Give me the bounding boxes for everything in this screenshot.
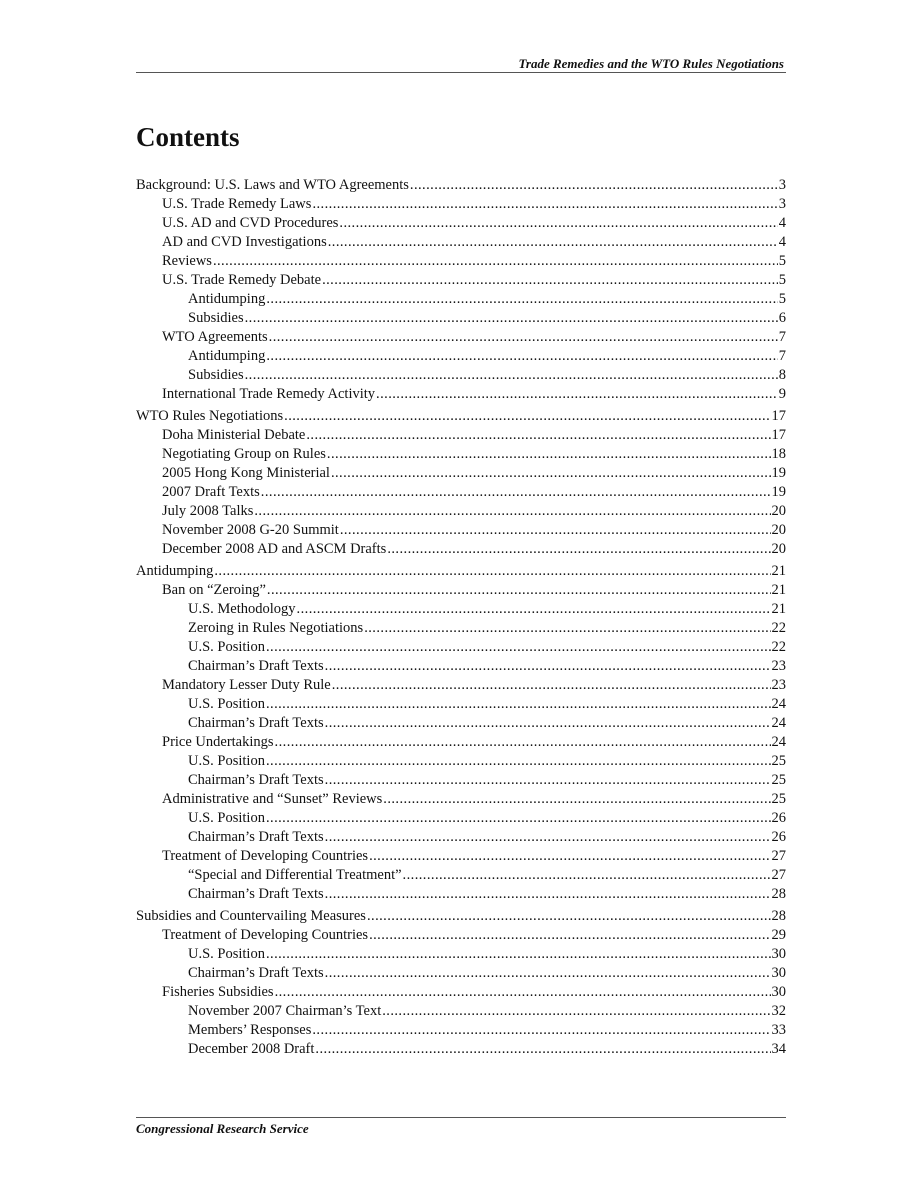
toc-entry[interactable]	[136, 581, 786, 600]
dot-leader	[325, 714, 771, 733]
footer-rule	[136, 1117, 786, 1118]
dot-leader	[312, 195, 777, 214]
dot-leader	[340, 521, 771, 540]
toc-entry[interactable]	[136, 290, 786, 309]
toc-entry-title: U.S. Position	[188, 639, 265, 655]
toc-entry-title: U.S. Position	[188, 810, 265, 826]
toc-entry-title: 2005 Hong Kong Ministerial	[162, 465, 330, 481]
dot-leader	[254, 502, 770, 521]
toc-entry[interactable]	[136, 328, 786, 347]
toc-entry[interactable]	[136, 347, 786, 366]
toc-entry-page-number: 5	[778, 253, 786, 269]
toc-entry-title: Negotiating Group on Rules	[162, 446, 326, 462]
toc-entry-page-number: 19	[771, 465, 786, 481]
toc-entry-title: Fisheries Subsidies	[162, 984, 274, 1000]
toc-entry-page-number: 17	[771, 408, 786, 424]
toc-entry-page-number: 33	[771, 1022, 786, 1038]
toc-entry-title: Mandatory Lesser Duty Rule	[162, 677, 331, 693]
toc-entry[interactable]	[136, 483, 786, 502]
dot-leader	[214, 562, 770, 581]
toc-entry-title: December 2008 AD and ASCM Drafts	[162, 541, 387, 557]
toc-entry-title: U.S. Trade Remedy Debate	[162, 272, 322, 288]
page-title: Contents	[136, 122, 240, 152]
dot-leader	[325, 964, 771, 983]
toc-entry[interactable]	[136, 540, 786, 559]
toc-entry-page-number: 20	[771, 541, 786, 557]
toc-entry-title: WTO Rules Negotiations	[136, 408, 284, 424]
toc-entry[interactable]	[136, 214, 786, 233]
toc-entry-title: Treatment of Developing Countries	[162, 848, 369, 864]
toc-entry-page-number: 28	[771, 886, 786, 902]
toc-entry-page-number: 34	[771, 1041, 786, 1057]
dot-leader	[266, 695, 771, 714]
dot-leader	[332, 676, 771, 695]
running-footer: Congressional Research Service	[136, 1121, 309, 1136]
toc-entry-page-number: 20	[771, 522, 786, 538]
toc-entry-page-number: 7	[778, 348, 786, 364]
toc-entry-page-number: 22	[771, 639, 786, 655]
toc-entry-title: Members’ Responses	[188, 1022, 312, 1038]
toc-entry-title: 2007 Draft Texts	[162, 484, 260, 500]
dot-leader	[266, 809, 771, 828]
toc-entry[interactable]	[136, 521, 786, 540]
toc-entry[interactable]	[136, 195, 786, 214]
dot-leader	[245, 366, 778, 385]
toc-entry-title: Subsidies	[188, 310, 244, 326]
dot-leader	[322, 271, 778, 290]
toc-entry[interactable]	[136, 385, 786, 404]
toc-entry[interactable]	[136, 733, 786, 752]
dot-leader	[382, 1002, 770, 1021]
toc-entry-page-number: 24	[771, 734, 786, 750]
toc-entry[interactable]	[136, 885, 786, 904]
dot-leader	[410, 176, 778, 195]
toc-entry-page-number: 27	[771, 867, 786, 883]
toc-entry-title: December 2008 Draft	[188, 1041, 315, 1057]
toc-entry[interactable]	[136, 638, 786, 657]
dot-leader	[266, 638, 771, 657]
toc-entry-page-number: 21	[771, 582, 786, 598]
dot-leader	[387, 540, 770, 559]
toc-entry-title: U.S. Position	[188, 753, 265, 769]
toc-entry[interactable]	[136, 619, 786, 638]
toc-entry[interactable]	[136, 964, 786, 983]
toc-entry[interactable]	[136, 907, 786, 926]
toc-entry[interactable]	[136, 407, 786, 426]
toc-entry-title: Chairman’s Draft Texts	[188, 658, 324, 674]
toc-entry-title: U.S. Methodology	[188, 601, 296, 617]
toc-entry-page-number: 17	[771, 427, 786, 443]
toc-entry-title: July 2008 Talks	[162, 503, 254, 519]
toc-entry-page-number: 21	[771, 563, 786, 579]
toc-entry-title: Doha Ministerial Debate	[162, 427, 306, 443]
toc-entry-page-number: 6	[778, 310, 786, 326]
toc-entry[interactable]	[136, 771, 786, 790]
dot-leader	[403, 866, 771, 885]
dot-leader	[266, 945, 771, 964]
toc-entry[interactable]	[136, 464, 786, 483]
dot-leader	[331, 464, 771, 483]
toc-entry[interactable]	[136, 271, 786, 290]
table-of-contents	[136, 176, 786, 1059]
toc-entry-page-number: 23	[771, 658, 786, 674]
toc-entry-title: Subsidies	[188, 367, 244, 383]
toc-entry-page-number: 22	[771, 620, 786, 636]
toc-entry-page-number: 26	[771, 829, 786, 845]
toc-entry[interactable]	[136, 445, 786, 464]
toc-entry[interactable]	[136, 502, 786, 521]
dot-leader	[266, 347, 777, 366]
toc-entry-page-number: 24	[771, 715, 786, 731]
dot-leader	[325, 885, 771, 904]
toc-entry-page-number: 26	[771, 810, 786, 826]
toc-entry[interactable]	[136, 600, 786, 619]
toc-entry-page-number: 4	[778, 234, 786, 250]
toc-entry[interactable]	[136, 366, 786, 385]
dot-leader	[261, 483, 771, 502]
toc-entry[interactable]	[136, 809, 786, 828]
toc-entry-title: Chairman’s Draft Texts	[188, 715, 324, 731]
dot-leader	[266, 290, 777, 309]
dot-leader	[325, 828, 771, 847]
toc-entry[interactable]	[136, 309, 786, 328]
dot-leader	[339, 214, 777, 233]
dot-leader	[327, 445, 771, 464]
dot-leader	[213, 252, 778, 271]
toc-entry[interactable]	[136, 562, 786, 581]
toc-entry-title: U.S. Position	[188, 946, 265, 962]
dot-leader	[383, 790, 770, 809]
toc-entry[interactable]	[136, 176, 786, 195]
toc-entry-page-number: 28	[771, 908, 786, 924]
toc-entry-title: Antidumping	[188, 348, 266, 364]
dot-leader	[328, 233, 778, 252]
dot-leader	[306, 426, 770, 445]
toc-entry-page-number: 25	[771, 791, 786, 807]
toc-entry[interactable]	[136, 233, 786, 252]
toc-entry-title: U.S. Position	[188, 696, 265, 712]
toc-entry-title: Ban on “Zeroing”	[162, 582, 266, 598]
toc-entry-page-number: 3	[778, 196, 786, 212]
toc-entry-page-number: 23	[771, 677, 786, 693]
toc-entry[interactable]	[136, 983, 786, 1002]
toc-entry-page-number: 18	[771, 446, 786, 462]
dot-leader	[312, 1021, 770, 1040]
toc-entry-title: Zeroing in Rules Negotiations	[188, 620, 364, 636]
toc-entry-page-number: 5	[778, 291, 786, 307]
dot-leader	[376, 385, 778, 404]
dot-leader	[367, 907, 771, 926]
toc-entry-title: Chairman’s Draft Texts	[188, 965, 324, 981]
toc-entry-title: Subsidies and Countervailing Measures	[136, 908, 366, 924]
toc-entry[interactable]	[136, 426, 786, 445]
toc-entry-title: WTO Agreements	[162, 329, 268, 345]
toc-entry-title: U.S. Trade Remedy Laws	[162, 196, 312, 212]
toc-entry-page-number: 30	[771, 946, 786, 962]
toc-entry-title: November 2008 G-20 Summit	[162, 522, 339, 538]
toc-entry[interactable]	[136, 657, 786, 676]
toc-entry[interactable]	[136, 676, 786, 695]
dot-leader	[369, 926, 770, 945]
toc-entry-title: Antidumping	[188, 291, 266, 307]
toc-entry-page-number: 8	[778, 367, 786, 383]
dot-leader	[297, 600, 771, 619]
toc-entry-page-number: 32	[771, 1003, 786, 1019]
dot-leader	[364, 619, 770, 638]
dot-leader	[325, 657, 771, 676]
toc-entry[interactable]	[136, 752, 786, 771]
toc-entry-title: Treatment of Developing Countries	[162, 927, 369, 943]
toc-entry[interactable]	[136, 714, 786, 733]
toc-entry[interactable]	[136, 695, 786, 714]
toc-entry-title: Chairman’s Draft Texts	[188, 829, 324, 845]
dot-leader	[325, 771, 771, 790]
toc-entry-page-number: 3	[778, 177, 786, 193]
toc-entry[interactable]	[136, 1021, 786, 1040]
toc-entry[interactable]	[136, 866, 786, 885]
toc-entry-page-number: 29	[771, 927, 786, 943]
toc-entry-page-number: 30	[771, 965, 786, 981]
toc-entry-page-number: 25	[771, 772, 786, 788]
dot-leader	[284, 407, 770, 426]
toc-entry-title: “Special and Differential Treatment”	[188, 867, 402, 883]
toc-entry-title: Chairman’s Draft Texts	[188, 772, 324, 788]
toc-entry-title: AD and CVD Investigations	[162, 234, 327, 250]
running-header: Trade Remedies and the WTO Rules Negotiations	[518, 56, 784, 71]
toc-entry-page-number: 4	[778, 215, 786, 231]
dot-leader	[315, 1040, 770, 1059]
header-rule	[136, 72, 786, 73]
dot-leader	[275, 733, 771, 752]
toc-entry-title: Background: U.S. Laws and WTO Agreements	[136, 177, 409, 193]
toc-entry-title: Reviews	[162, 253, 212, 269]
toc-entry-page-number: 21	[771, 601, 786, 617]
toc-entry[interactable]	[136, 926, 786, 945]
toc-entry-page-number: 25	[771, 753, 786, 769]
toc-entry-title: Price Undertakings	[162, 734, 274, 750]
toc-entry[interactable]	[136, 790, 786, 809]
toc-entry[interactable]	[136, 252, 786, 271]
toc-entry-title: November 2007 Chairman’s Text	[188, 1003, 382, 1019]
dot-leader	[266, 752, 771, 771]
toc-entry-title: International Trade Remedy Activity	[162, 386, 376, 402]
toc-entry-title: Chairman’s Draft Texts	[188, 886, 324, 902]
dot-leader	[245, 309, 778, 328]
toc-entry-page-number: 9	[778, 386, 786, 402]
dot-leader	[267, 581, 771, 600]
toc-entry-title: U.S. AD and CVD Procedures	[162, 215, 339, 231]
toc-entry-title: Antidumping	[136, 563, 214, 579]
dot-leader	[269, 328, 778, 347]
toc-entry-page-number: 19	[771, 484, 786, 500]
toc-entry-title: Administrative and “Sunset” Reviews	[162, 791, 383, 807]
dot-leader	[275, 983, 771, 1002]
toc-entry[interactable]	[136, 828, 786, 847]
toc-entry[interactable]	[136, 1002, 786, 1021]
toc-entry[interactable]	[136, 1040, 786, 1059]
toc-entry[interactable]	[136, 847, 786, 866]
toc-entry-page-number: 27	[771, 848, 786, 864]
toc-entry-page-number: 20	[771, 503, 786, 519]
dot-leader	[369, 847, 770, 866]
toc-entry[interactable]	[136, 945, 786, 964]
toc-entry-page-number: 30	[771, 984, 786, 1000]
toc-entry-page-number: 24	[771, 696, 786, 712]
toc-entry-page-number: 7	[778, 329, 786, 345]
toc-entry-page-number: 5	[778, 272, 786, 288]
